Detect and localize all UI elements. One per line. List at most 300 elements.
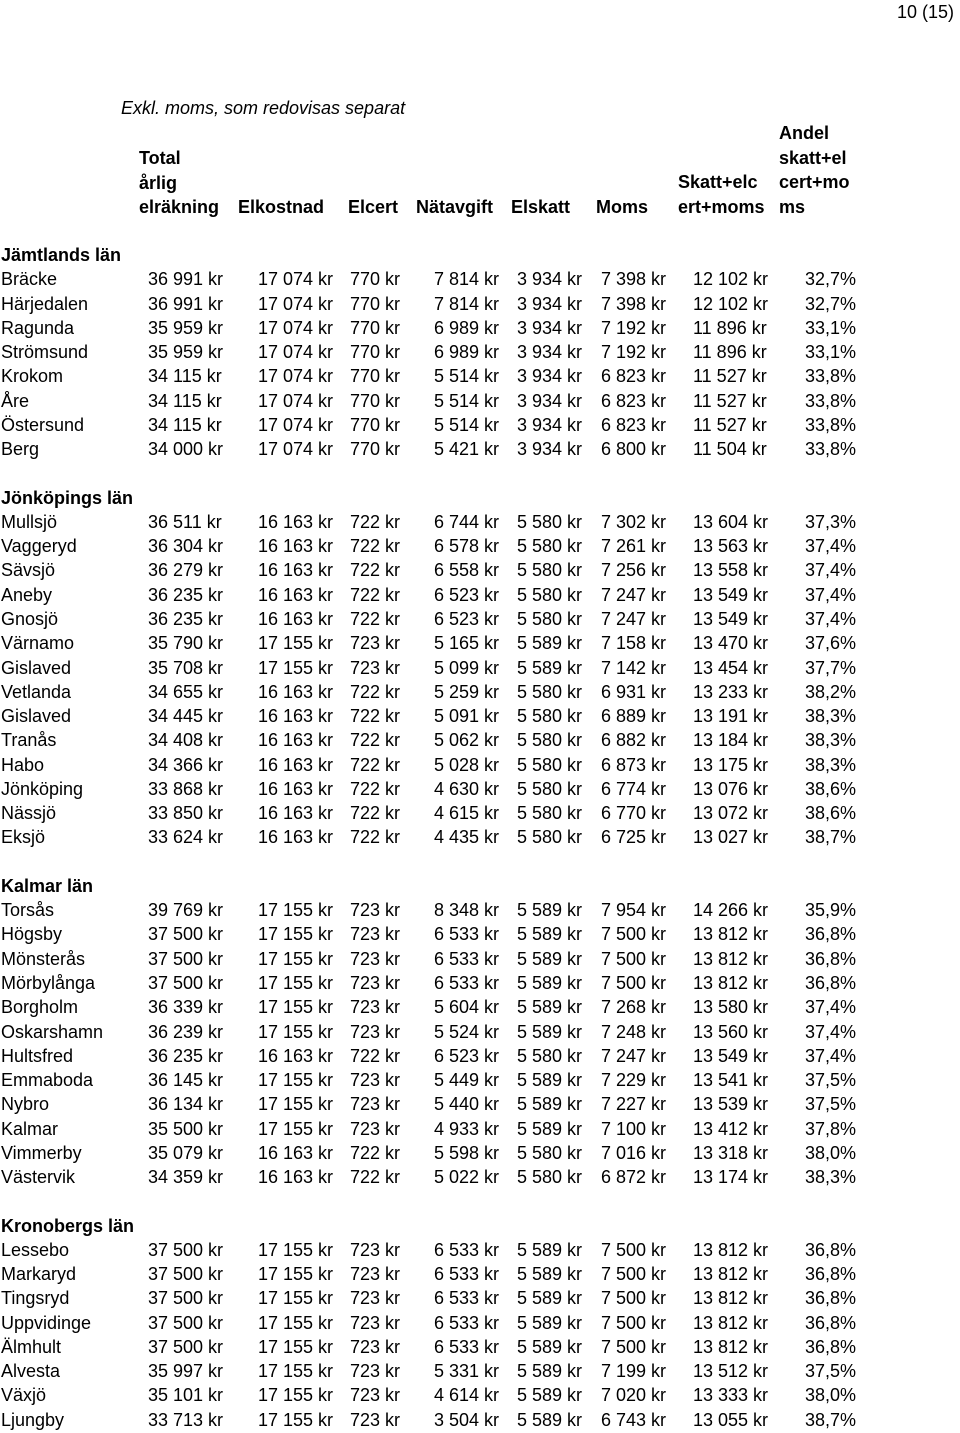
- cell-andel: 37,8%: [804, 1118, 856, 1139]
- cell-total: 35 959 kr: [148, 317, 224, 338]
- cell-elskatt: 5 589 kr: [517, 948, 583, 969]
- cell-name: Strömsund: [1, 342, 89, 363]
- cell-total: 37 500 kr: [148, 924, 224, 945]
- cell-elskatt: 5 589 kr: [517, 633, 583, 654]
- cell-name: Mörbylånga: [1, 972, 96, 993]
- cell-elskatt: 3 934 kr: [517, 317, 583, 338]
- cell-total: 37 500 kr: [148, 1239, 224, 1260]
- cell-natavgift: 5 022 kr: [434, 1167, 500, 1188]
- cell-moms: 7 268 kr: [601, 997, 667, 1018]
- cell-total: 35 959 kr: [148, 342, 224, 363]
- cell-elcert: 770 kr: [350, 414, 401, 435]
- cell-natavgift: 5 440 kr: [434, 1094, 500, 1115]
- cell-name: Tranås: [1, 730, 57, 751]
- cell-natavgift: 5 514 kr: [434, 366, 500, 387]
- cell-skatt: 12 102 kr: [693, 269, 769, 290]
- cell-moms: 7 192 kr: [601, 342, 667, 363]
- cell-skatt: 13 549 kr: [693, 608, 769, 629]
- cell-name: Markaryd: [1, 1264, 77, 1285]
- cell-elcert: 722 kr: [350, 584, 401, 605]
- cell-andel: 36,8%: [804, 948, 856, 969]
- cell-elcert: 723 kr: [350, 1264, 401, 1285]
- column-header-natavgift: Nätavgift: [416, 197, 494, 217]
- cell-moms: 6 882 kr: [601, 730, 667, 751]
- cell-elkostnad: 16 163 kr: [258, 1167, 334, 1188]
- cell-andel: 33,8%: [804, 414, 856, 435]
- cell-elskatt: 5 589 kr: [517, 1021, 583, 1042]
- cell-total: 36 339 kr: [148, 997, 224, 1018]
- cell-elskatt: 3 934 kr: [517, 269, 583, 290]
- cell-natavgift: 6 744 kr: [434, 511, 500, 532]
- cell-elcert: 722 kr: [350, 1167, 401, 1188]
- cell-skatt: 13 812 kr: [693, 1312, 769, 1333]
- table-row: [0, 1141, 960, 1165]
- cell-moms: 7 227 kr: [601, 1094, 667, 1115]
- cell-elkostnad: 17 074 kr: [258, 293, 334, 314]
- cell-moms: 7 500 kr: [601, 1336, 667, 1357]
- cell-andel: 37,4%: [804, 997, 856, 1018]
- cell-total: 35 079 kr: [148, 1142, 224, 1163]
- cell-elcert: 770 kr: [350, 366, 401, 387]
- cell-elcert: 770 kr: [350, 439, 401, 460]
- cell-name: Västervik: [1, 1167, 76, 1188]
- cell-natavgift: 6 989 kr: [434, 342, 500, 363]
- cell-elskatt: 3 934 kr: [517, 293, 583, 314]
- cell-moms: 6 800 kr: [601, 439, 667, 460]
- cell-total: 36 134 kr: [148, 1094, 224, 1115]
- cell-elcert: 722 kr: [350, 706, 401, 727]
- cell-natavgift: 5 099 kr: [434, 657, 500, 678]
- cell-skatt: 13 191 kr: [693, 706, 769, 727]
- cell-total: 33 624 kr: [148, 827, 224, 848]
- cell-andel: 38,3%: [804, 730, 856, 751]
- table-row: [0, 510, 960, 534]
- cell-total: 37 500 kr: [148, 972, 224, 993]
- cell-andel: 37,5%: [804, 1070, 856, 1091]
- cell-moms: 7 158 kr: [601, 633, 667, 654]
- cell-total: 34 366 kr: [148, 754, 224, 775]
- cell-natavgift: 5 598 kr: [434, 1142, 500, 1163]
- column-header-total: Total årlig elräkning: [139, 148, 220, 217]
- cell-skatt: 14 266 kr: [693, 900, 769, 921]
- cell-elkostnad: 17 155 kr: [258, 657, 334, 678]
- cell-moms: 7 500 kr: [601, 972, 667, 993]
- cell-name: Härjedalen: [1, 293, 89, 314]
- cell-elcert: 723 kr: [350, 633, 401, 654]
- cell-name: Eksjö: [1, 827, 46, 848]
- cell-elskatt: 5 589 kr: [517, 1118, 583, 1139]
- cell-skatt: 13 454 kr: [693, 657, 769, 678]
- cell-elkostnad: 16 163 kr: [258, 608, 334, 629]
- table-row: [0, 583, 960, 607]
- cell-skatt: 13 812 kr: [693, 1264, 769, 1285]
- table-row: [0, 656, 960, 680]
- cell-elcert: 722 kr: [350, 803, 401, 824]
- cell-name: Vaggeryd: [1, 536, 77, 557]
- cell-total: 35 997 kr: [148, 1361, 224, 1382]
- cell-natavgift: 6 533 kr: [434, 1288, 500, 1309]
- cell-natavgift: 6 533 kr: [434, 1336, 500, 1357]
- cell-elkostnad: 17 155 kr: [258, 997, 334, 1018]
- cell-moms: 6 823 kr: [601, 414, 667, 435]
- cell-name: Torsås: [1, 900, 55, 921]
- cell-natavgift: 6 533 kr: [434, 948, 500, 969]
- cell-natavgift: 5 421 kr: [434, 439, 500, 460]
- table-row: [0, 1286, 960, 1310]
- cell-natavgift: 4 615 kr: [434, 803, 500, 824]
- cell-elcert: 723 kr: [350, 1312, 401, 1333]
- cell-moms: 6 743 kr: [601, 1409, 667, 1430]
- cell-andel: 36,8%: [804, 924, 856, 945]
- cell-skatt: 11 527 kr: [693, 366, 767, 387]
- cell-elskatt: 3 934 kr: [517, 390, 583, 411]
- cell-name: Åre: [1, 390, 30, 411]
- cell-moms: 7 500 kr: [601, 948, 667, 969]
- cell-elskatt: 5 580 kr: [517, 536, 583, 557]
- table-row: [0, 364, 960, 388]
- table-row: [0, 680, 960, 704]
- table-row: [0, 1117, 960, 1141]
- page-number: 10 (15): [896, 2, 954, 22]
- section-title: Jönköpings län: [1, 487, 134, 508]
- cell-skatt: 13 812 kr: [693, 1239, 769, 1260]
- cell-elkostnad: 17 155 kr: [258, 1118, 334, 1139]
- section-title: Kronobergs län: [1, 1215, 135, 1236]
- cell-name: Kalmar: [1, 1118, 59, 1139]
- cell-moms: 6 873 kr: [601, 754, 667, 775]
- cell-total: 33 713 kr: [148, 1409, 224, 1430]
- section-title: Kalmar län: [1, 875, 94, 896]
- column-header-elkostnad: Elkostnad: [238, 197, 325, 217]
- cell-total: 34 115 kr: [148, 414, 222, 435]
- cell-elcert: 723 kr: [350, 1409, 401, 1430]
- cell-natavgift: 6 533 kr: [434, 1239, 500, 1260]
- cell-skatt: 13 470 kr: [693, 633, 769, 654]
- cell-name: Gislaved: [1, 706, 72, 727]
- section-spacer: [0, 1189, 960, 1213]
- cell-natavgift: 5 028 kr: [434, 754, 500, 775]
- cell-name: Vetlanda: [1, 681, 72, 702]
- cell-elkostnad: 16 163 kr: [258, 778, 334, 799]
- table-row: [0, 534, 960, 558]
- cell-skatt: 13 072 kr: [693, 803, 769, 824]
- cell-elskatt: 5 589 kr: [517, 1239, 583, 1260]
- cell-name: Tingsryd: [1, 1288, 70, 1309]
- cell-moms: 7 256 kr: [601, 560, 667, 581]
- cell-elskatt: 5 589 kr: [517, 924, 583, 945]
- cell-natavgift: 5 165 kr: [434, 633, 500, 654]
- cell-natavgift: 6 533 kr: [434, 1312, 500, 1333]
- cell-total: 36 145 kr: [148, 1070, 224, 1091]
- cell-andel: 38,2%: [804, 681, 856, 702]
- cell-total: 34 445 kr: [148, 706, 224, 727]
- cell-natavgift: 5 331 kr: [434, 1361, 500, 1382]
- cell-andel: 37,5%: [804, 1094, 856, 1115]
- cell-elcert: 722 kr: [350, 560, 401, 581]
- table-row: [0, 631, 960, 655]
- cell-natavgift: 5 514 kr: [434, 414, 500, 435]
- cell-elkostnad: 17 155 kr: [258, 633, 334, 654]
- cell-moms: 6 889 kr: [601, 706, 667, 727]
- cell-andel: 35,9%: [804, 900, 856, 921]
- cell-total: 35 500 kr: [148, 1118, 224, 1139]
- cell-moms: 7 248 kr: [601, 1021, 667, 1042]
- cell-natavgift: 7 814 kr: [434, 269, 500, 290]
- cell-name: Sävsjö: [1, 560, 56, 581]
- cell-name: Alvesta: [1, 1361, 61, 1382]
- cell-elkostnad: 16 163 kr: [258, 681, 334, 702]
- cell-moms: 7 500 kr: [601, 924, 667, 945]
- cell-andel: 36,8%: [804, 972, 856, 993]
- cell-name: Bräcke: [1, 269, 58, 290]
- cell-skatt: 13 580 kr: [693, 997, 769, 1018]
- cell-total: 36 511 kr: [148, 511, 222, 532]
- column-header-moms: Moms: [596, 197, 649, 217]
- column-header-skatt: Skatt+elc ert+moms: [678, 172, 765, 217]
- cell-elskatt: 3 934 kr: [517, 439, 583, 460]
- cell-skatt: 13 175 kr: [693, 754, 769, 775]
- cell-andel: 37,4%: [804, 584, 856, 605]
- cell-moms: 6 774 kr: [601, 778, 667, 799]
- cell-total: 36 991 kr: [148, 269, 224, 290]
- cell-elkostnad: 17 074 kr: [258, 390, 334, 411]
- cell-name: Älmhult: [1, 1336, 62, 1357]
- cell-total: 37 500 kr: [148, 1312, 224, 1333]
- cell-andel: 38,3%: [804, 1167, 856, 1188]
- cell-skatt: 13 174 kr: [693, 1167, 769, 1188]
- table-row: [0, 607, 960, 631]
- cell-andel: 38,0%: [804, 1385, 856, 1406]
- table-row: [0, 437, 960, 461]
- cell-elcert: 723 kr: [350, 1021, 401, 1042]
- cell-total: 34 115 kr: [148, 366, 222, 387]
- cell-name: Krokom: [1, 366, 64, 387]
- table-row: [0, 292, 960, 316]
- cell-natavgift: 5 091 kr: [434, 706, 500, 727]
- cell-skatt: 13 812 kr: [693, 972, 769, 993]
- cell-natavgift: 6 558 kr: [434, 560, 500, 581]
- cell-skatt: 13 558 kr: [693, 560, 769, 581]
- cell-andel: 37,5%: [804, 1361, 856, 1382]
- cell-moms: 6 931 kr: [601, 681, 667, 702]
- cell-elskatt: 5 580 kr: [517, 608, 583, 629]
- cell-moms: 7 261 kr: [601, 536, 667, 557]
- cell-name: Nybro: [1, 1094, 50, 1115]
- table-row: [0, 971, 960, 995]
- cell-name: Aneby: [1, 584, 53, 605]
- cell-elkostnad: 17 074 kr: [258, 342, 334, 363]
- cell-elskatt: 5 580 kr: [517, 681, 583, 702]
- cell-skatt: 13 027 kr: [693, 827, 769, 848]
- cell-total: 36 279 kr: [148, 560, 224, 581]
- cell-skatt: 13 184 kr: [693, 730, 769, 751]
- cell-name: Högsby: [1, 924, 63, 945]
- cell-elcert: 722 kr: [350, 1142, 401, 1163]
- cell-elcert: 722 kr: [350, 536, 401, 557]
- cell-moms: 7 192 kr: [601, 317, 667, 338]
- cell-elskatt: 5 589 kr: [517, 972, 583, 993]
- cell-elkostnad: 17 155 kr: [258, 1094, 334, 1115]
- cell-total: 36 235 kr: [148, 584, 224, 605]
- cell-elcert: 723 kr: [350, 972, 401, 993]
- table-row: [0, 1238, 960, 1262]
- cell-skatt: 13 412 kr: [693, 1118, 769, 1139]
- section-title: Jämtlands län: [1, 245, 122, 265]
- cell-andel: 33,8%: [804, 366, 856, 387]
- cell-natavgift: 6 989 kr: [434, 317, 500, 338]
- cell-elcert: 722 kr: [350, 1045, 401, 1066]
- table-row: [0, 267, 960, 291]
- cell-andel: 38,7%: [804, 1409, 856, 1430]
- cell-elkostnad: 16 163 kr: [258, 706, 334, 727]
- table-row: [0, 922, 960, 946]
- cell-elcert: 770 kr: [350, 317, 401, 338]
- cell-name: Mönsterås: [1, 948, 86, 969]
- cell-total: 35 101 kr: [148, 1385, 224, 1406]
- column-header-andel: Andel skatt+el cert+mo ms: [779, 123, 850, 217]
- cell-name: Östersund: [1, 414, 85, 435]
- cell-elkostnad: 17 155 kr: [258, 948, 334, 969]
- cell-natavgift: 6 523 kr: [434, 608, 500, 629]
- cell-total: 36 239 kr: [148, 1021, 224, 1042]
- cell-skatt: 13 539 kr: [693, 1094, 769, 1115]
- cell-elcert: 723 kr: [350, 948, 401, 969]
- cell-elcert: 723 kr: [350, 1118, 401, 1139]
- cell-elkostnad: 17 155 kr: [258, 972, 334, 993]
- cell-skatt: 13 512 kr: [693, 1361, 769, 1382]
- cell-name: Vimmerby: [1, 1142, 82, 1163]
- cell-moms: 7 199 kr: [601, 1361, 667, 1382]
- cell-skatt: 11 896 kr: [693, 317, 767, 338]
- cell-natavgift: 5 604 kr: [434, 997, 500, 1018]
- cell-andel: 36,8%: [804, 1239, 856, 1260]
- cell-elcert: 723 kr: [350, 1336, 401, 1357]
- cell-andel: 32,7%: [804, 269, 856, 290]
- cell-skatt: 13 055 kr: [693, 1409, 769, 1430]
- cell-moms: 7 100 kr: [601, 1118, 667, 1139]
- cell-skatt: 13 076 kr: [693, 778, 769, 799]
- cell-elcert: 722 kr: [350, 681, 401, 702]
- cell-andel: 38,3%: [804, 706, 856, 727]
- table-subtitle: Exkl. moms, som redovisas separat: [121, 98, 406, 118]
- cell-name: Ragunda: [1, 317, 75, 338]
- cell-moms: 7 247 kr: [601, 584, 667, 605]
- cell-elcert: 723 kr: [350, 1239, 401, 1260]
- cell-elkostnad: 17 155 kr: [258, 1239, 334, 1260]
- cell-natavgift: 3 504 kr: [434, 1409, 500, 1430]
- cell-elskatt: 5 580 kr: [517, 1045, 583, 1066]
- cell-andel: 37,4%: [804, 608, 856, 629]
- table-row: [0, 995, 960, 1019]
- cell-moms: 7 500 kr: [601, 1239, 667, 1260]
- cell-total: 34 115 kr: [148, 390, 222, 411]
- cell-total: 36 991 kr: [148, 293, 224, 314]
- cell-elskatt: 5 580 kr: [517, 511, 583, 532]
- cell-natavgift: 4 614 kr: [434, 1385, 500, 1406]
- cell-elskatt: 3 934 kr: [517, 366, 583, 387]
- cell-name: Gnosjö: [1, 608, 59, 629]
- cell-elcert: 770 kr: [350, 269, 401, 290]
- table-row: [0, 1262, 960, 1286]
- cell-name: Nässjö: [1, 803, 57, 824]
- cell-name: Oskarshamn: [1, 1021, 104, 1042]
- cell-natavgift: 4 630 kr: [434, 778, 500, 799]
- table-row: [0, 316, 960, 340]
- cell-name: Växjö: [1, 1385, 47, 1406]
- cell-total: 34 359 kr: [148, 1167, 224, 1188]
- cell-natavgift: 6 533 kr: [434, 924, 500, 945]
- cell-skatt: 13 560 kr: [693, 1021, 769, 1042]
- cell-natavgift: 5 449 kr: [434, 1070, 500, 1091]
- table-row: [0, 1044, 960, 1068]
- cell-elskatt: 5 589 kr: [517, 1385, 583, 1406]
- cell-elskatt: 5 589 kr: [517, 1070, 583, 1091]
- table-row: [0, 1359, 960, 1383]
- cell-name: Lessebo: [1, 1239, 70, 1260]
- cell-total: 37 500 kr: [148, 1288, 224, 1309]
- cell-elkostnad: 16 163 kr: [258, 536, 334, 557]
- cell-name: Mullsjö: [1, 511, 58, 532]
- cell-elkostnad: 16 163 kr: [258, 1142, 334, 1163]
- cell-skatt: 13 563 kr: [693, 536, 769, 557]
- cell-elskatt: 5 580 kr: [517, 778, 583, 799]
- cell-moms: 7 247 kr: [601, 1045, 667, 1066]
- cell-moms: 7 142 kr: [601, 657, 667, 678]
- cell-moms: 7 016 kr: [601, 1142, 667, 1163]
- cell-andel: 33,8%: [804, 390, 856, 411]
- cell-andel: 38,7%: [804, 827, 856, 848]
- cell-andel: 36,8%: [804, 1336, 856, 1357]
- cell-andel: 38,0%: [804, 1142, 856, 1163]
- cell-total: 39 769 kr: [148, 900, 224, 921]
- cell-moms: 6 823 kr: [601, 366, 667, 387]
- cell-elcert: 770 kr: [350, 390, 401, 411]
- cell-elkostnad: 16 163 kr: [258, 511, 334, 532]
- cell-name: Hultsfred: [1, 1045, 74, 1066]
- cell-andel: 33,1%: [804, 342, 856, 363]
- cell-moms: 7 954 kr: [601, 900, 667, 921]
- table-row: [0, 947, 960, 971]
- cell-andel: 38,6%: [804, 803, 856, 824]
- table-row: [0, 1092, 960, 1116]
- cell-elcert: 770 kr: [350, 293, 401, 314]
- table-row: [0, 1311, 960, 1335]
- cell-name: Habo: [1, 754, 45, 775]
- cell-natavgift: 6 533 kr: [434, 972, 500, 993]
- cell-elskatt: 5 589 kr: [517, 1336, 583, 1357]
- cell-elcert: 770 kr: [350, 342, 401, 363]
- cell-natavgift: 5 524 kr: [434, 1021, 500, 1042]
- cell-elkostnad: 17 155 kr: [258, 1336, 334, 1357]
- cell-elcert: 722 kr: [350, 511, 401, 532]
- cell-elskatt: 5 589 kr: [517, 997, 583, 1018]
- cell-elcert: 723 kr: [350, 997, 401, 1018]
- cell-total: 37 500 kr: [148, 948, 224, 969]
- cell-name: Ljungby: [1, 1409, 65, 1430]
- cell-elskatt: 5 589 kr: [517, 1288, 583, 1309]
- cell-andel: 33,1%: [804, 317, 856, 338]
- table-row: [0, 801, 960, 825]
- cell-elcert: 723 kr: [350, 1094, 401, 1115]
- table-row: [0, 825, 960, 849]
- cell-total: 34 408 kr: [148, 730, 224, 751]
- cell-name: Gislaved: [1, 657, 72, 678]
- cell-skatt: 13 812 kr: [693, 948, 769, 969]
- section-spacer: [0, 461, 960, 485]
- cell-total: 36 235 kr: [148, 608, 224, 629]
- cell-elcert: 723 kr: [350, 1288, 401, 1309]
- cell-elcert: 723 kr: [350, 1385, 401, 1406]
